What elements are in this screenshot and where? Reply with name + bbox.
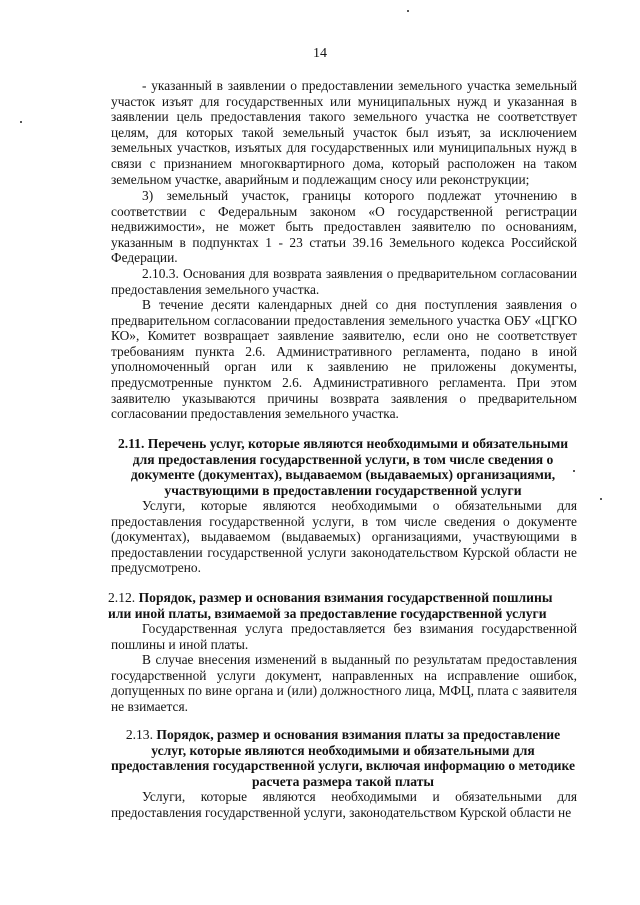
heading-2-12-number: 2.12. — [108, 590, 136, 605]
heading-2-12-state-fee — [108, 590, 578, 621]
paragraph-2-10-3-return-grounds: 2.10.3. Основания для возврата заявления о предварительном согласовании предоставления земельного участка. — [111, 266, 577, 297]
heading-2-12-text: Порядок, размер и основания взимания государственной пошлины или иной платы, взимаемой за предоставление государственной услуги — [108, 590, 553, 621]
heading-2-13-text: Порядок, размер и основания взимания платы за предоставление услуг, которые являются необходимыми и обязательными для предоставления государственной услуги, включая информацию о методике расчета размера такой платы — [110, 727, 576, 789]
paragraph-no-fee: Государственная услуга предоставляется без взимания государственной пошлины и иной платы. — [111, 621, 577, 652]
heading-2-13-number: 2.13. — [125, 727, 153, 742]
scan-speck — [573, 470, 575, 472]
paragraph-fee-not-provided: Услуги, которые являются необходимыми и обязательными для предоставления государственной услуги, законодательством Курской области не — [111, 789, 577, 820]
scan-speck — [20, 121, 22, 123]
scan-speck — [407, 10, 409, 12]
heading-2-13-service-fee — [108, 727, 578, 789]
paragraph-seized-land-clause: - указанный в заявлении о предоставлении земельного участка земельный участок изъят для государственных или муниципальных нужд и указанная в заявлении цель предоставления такого земельного участка не соответствует целям, для которых такой земельный участок был изъят, за исключением земельных участков, изъятых для государственных или муниципальных нужд в связи с признанием многоквартирного дома, который расположен на таком земельном участке, аварийным и подлежащим сносу или реконструкции; — [111, 78, 577, 187]
paragraph-required-services: Услуги, которые являются необходимыми о обязательными для предоставления государственной услуги, в том числе сведения о документе (документах), выдаваемом (выдаваемых) организациями, участвующими в предоставлении государственной услуги законодательством Курской области не предусмотрено. — [111, 498, 577, 576]
heading-2-11-services-list: 2.11. Перечень услуг, которые являются необходимыми и обязательными для предоставления государственной услуги, в том числе сведения о документе (документах), выдаваемом (выдаваемых) организациями, участвующими в предоставлении государственной услуги — [117, 436, 569, 498]
scan-speck — [600, 498, 602, 500]
paragraph-boundaries-clause: 3) земельный участок, границы которого подлежат уточнению в соответствии с Федеральным законом «О государственной регистрации недвижимости», не может быть предоставлен заявителю по основаниям, указанным в подпунктах 1 - 23 статьи 39.16 Земельного кодекса Российской Федерации. — [111, 188, 577, 266]
paragraph-corrections-no-fee: В случае внесения изменений в выданный по результатам предоставления государственной услуги документ, направленных на исправление ошибок, допущенных по вине органа и (или) должностного лица, МФЦ, плата с заявителя не взимается. — [111, 652, 577, 714]
page-number: 14 — [313, 46, 327, 61]
paragraph-return-procedure: В течение десяти календарных дней со дня поступления заявления о предварительном согласовании предоставления земельного участка ОБУ «ЦГКО КО», Комитет возвращает заявление заявителю, если оно не соответствует требованиям пункта 2.6. Административного регламента, подано в иной уполномоченный орган или к заявлению не приложены документы, предусмотренные пунктом 2.6. Административного регламента. При этом заявителю указываются причины возврата заявления о предварительном согласовании предоставления земельного участка. — [111, 297, 577, 422]
